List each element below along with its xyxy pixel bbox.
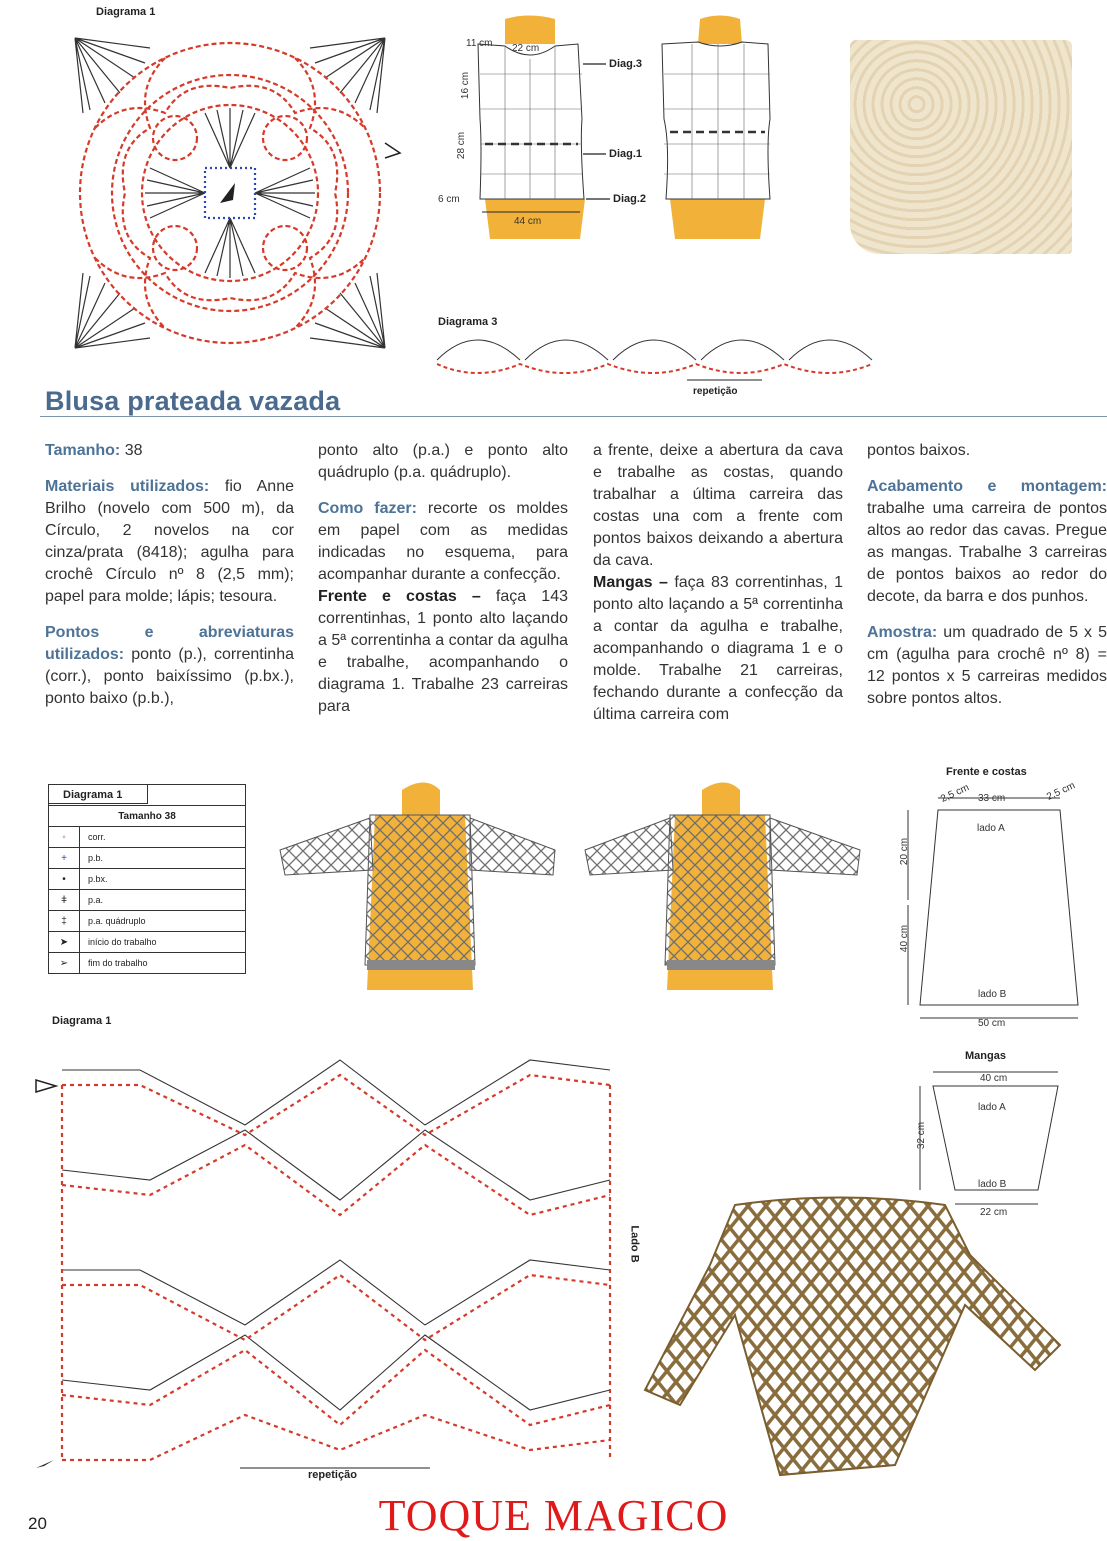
legend-row [49,826,245,847]
legend-row [49,889,245,910]
diagram3-edging [432,330,882,390]
col2-intro: ponto alto (p.a.) e ponto alto quádruplo (p.a. quádruplo). [318,442,568,481]
quad-crochet-icon: ‡ [49,911,80,931]
lattice-top-mannequins [275,760,865,1005]
legend-row [49,847,245,868]
legend-title: Diagrama 1 [48,784,148,804]
mangas-lado-a: lado A [978,1102,1006,1113]
legend-row [49,868,245,889]
mannequin-schematic [430,14,780,249]
brown-top-photo [640,1195,1070,1485]
plus-symbol-icon: + [49,848,80,868]
dim-28cm: 28 cm [456,131,468,160]
col3-text1: a frente, deixe a abertura da cava e trabalhe as costas, quando trabalhar a última carreira das costas una com a frente com pontos baixos deixando a abertura da cava. [593,442,843,569]
mangas-label: Mangas – [593,574,668,591]
end-arrow-icon: ➢ [49,953,80,973]
page-number: 20 [28,1514,47,1533]
symbol-legend [48,784,246,974]
legend-label: início do trabalho [88,937,157,947]
diagram3-label: Diagrama 3 [438,316,498,328]
amostra-label: Amostra: [867,624,938,641]
tamanho-label: Tamanho: [45,442,121,459]
legend-label: p.a. quádruplo [88,916,146,926]
frente-label: Frente e costas – [318,588,481,605]
col4-text1: pontos baixos. [867,442,971,459]
legend-subtitle: Tamanho 38 [49,805,245,826]
diagram1-top-label: Diagrama 1 [96,6,156,18]
frente-h1-dim: 20 cm [899,837,911,866]
dim-11cm: 11 cm [466,38,493,49]
como-label: Como fazer: [318,500,417,517]
frente-lado-a: lado A [977,823,1005,834]
mangas-bottom-dim: 22 cm [980,1207,1008,1218]
dim-16cm: 16 cm [460,71,472,100]
title-rule [40,416,1107,417]
legend-label: p.a. [88,895,104,905]
frente-h2-dim: 40 cm [899,924,911,953]
diag1-tag: Diag.1 [609,148,643,160]
mangas-h-dim: 32 cm [916,1121,928,1150]
amostra-text: um quadrado de 5 x 5 cm (agulha para crochê nº 8) = 12 pontos x 5 carreiras medidos sobre pontos altos. [867,624,1107,707]
mangas-title: Mangas [965,1050,1006,1062]
double-crochet-icon: ǂ [49,890,80,910]
legend-label: fim do trabalho [88,958,148,968]
frente-lado-b: lado B [978,989,1007,1000]
watermark-text: TOQUE MAGICO [378,1491,729,1540]
legend-label: p.b. [88,853,104,863]
mangas-text: faça 83 correntinhas, 1 ponto alto laçando a 5ª correntinha a contar da agulha e trabalhe, acompanhando o diagrama 1 e o molde. Trabalhe 21 carreiras, fechando durante a confecção da última carreira com [593,574,843,723]
materiais-label: Materiais utilizados: [45,478,210,495]
legend-row [49,931,245,952]
legend-row [49,910,245,931]
tamanho-value: 38 [124,442,143,459]
article-title: Blusa prateada vazada [45,386,341,416]
diagram3-repeticao: repetição [693,386,738,397]
legend-label: p.bx. [88,874,108,884]
dim-44cm: 44 cm [514,216,542,227]
zigzag-diagram [30,1040,650,1480]
pontos-label: Pontos e abreviaturas utilizados: [45,624,294,663]
mangas-top-dim: 40 cm [980,1073,1008,1084]
zigzag-repeticao: repetição [308,1469,357,1481]
article-col-2 [318,440,568,732]
frente-bottom-dim: 50 cm [978,1018,1006,1029]
chain-symbol-icon: ◦ [49,827,80,847]
dim-22cm: 22 cm [512,43,540,54]
legend-row [49,952,245,973]
materiais-text: fio Anne Brilho (novelo com 500 m), da Círculo, 2 novelos na cor cinza/prata (8418); agulha para crochê Círculo nº 8 (2,5 mm); papel para molde; lápis; tesoura. [45,478,294,605]
knit-sample-photo [850,40,1072,254]
start-arrow-icon: ➤ [49,932,80,952]
lado-b-label: Lado B [628,1225,641,1263]
frente-costas-title: Frente e costas [946,766,1027,778]
article-col-4 [867,440,1107,724]
diag3-tag: Diag.3 [609,58,643,70]
dim-6cm: 6 cm [438,194,460,205]
pontos-text: ponto (p.), correntinha (corr.), ponto baixíssimo (p.bx.), ponto baixo (p.b.), [45,646,294,707]
frente-side-dim-right: 2,5 cm [1045,780,1077,803]
mangas-lado-b: lado B [978,1179,1007,1190]
legend-label: corr. [88,832,106,842]
frente-side-dim-left: 2,5 cm [939,782,971,805]
frente-text: faça 143 correntinhas, 1 ponto alto laçando a 5ª correntinha a contar da agulha e trabalhe, acompanhando o diagrama 1. Trabalhe 23 carreiras para [318,588,568,715]
dot-symbol-icon: • [49,869,80,889]
article-col-3 [593,440,843,740]
square-motif-diagram [55,18,405,368]
diagram1-bottom-label: Diagrama 1 [52,1015,112,1027]
acabamento-label: Acabamento e montagem: [867,478,1107,495]
como-text: recorte os moldes em papel com as medidas indicadas no esquema, para acompanhar durante a confecção. [318,500,568,583]
frente-top-dim: 33 cm [978,793,1006,804]
article-col-1 [45,440,294,724]
diag2-tag: Diag.2 [613,193,647,205]
acabamento-text: trabalhe uma carreira de pontos altos ao redor das cavas. Pregue as mangas. Trabalhe 3 carreiras de pontos baixos ao redor do decote, da barra e dos punhos. [867,500,1107,605]
